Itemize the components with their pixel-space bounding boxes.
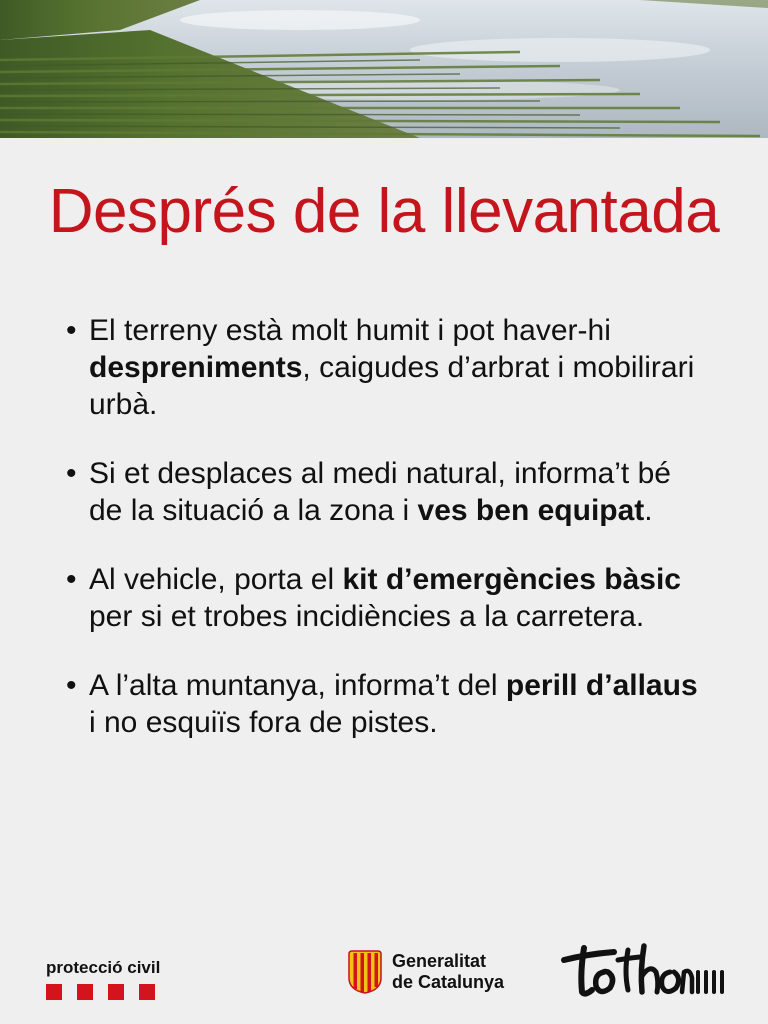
tothom-logo	[558, 938, 730, 1013]
footer	[0, 930, 768, 1024]
item-bold-text: kit d’emergències bàsic	[342, 563, 681, 596]
hero-image	[0, 0, 768, 138]
list-item	[66, 667, 706, 741]
red-square	[139, 984, 155, 1000]
item-text: , caigudes d’arbrat i mobilirari urbà.	[89, 351, 695, 421]
item-text: Si et desplaces al medi natural, informa’t bé de la situació a la zona i	[89, 457, 671, 527]
generalitat-wordmark	[392, 951, 504, 993]
bullet: •	[66, 563, 77, 596]
item-text: A l’alta muntanya, informa’t del	[89, 669, 506, 702]
item-text: Al vehicle, porta el	[89, 563, 343, 596]
bullet: •	[66, 314, 77, 347]
item-bold-text: ves ben equipat	[417, 494, 645, 527]
proteccio-civil-logo	[46, 958, 160, 1000]
red-square	[46, 984, 62, 1000]
red-square	[77, 984, 93, 1000]
advice-list	[66, 312, 706, 773]
page-title: Després de la llevantada	[48, 177, 720, 246]
proteccio-civil-label: protecció civil	[46, 958, 161, 977]
tothom-handwritten-logo	[558, 938, 730, 1008]
item-text: per si et trobes incidiències a la carretera.	[89, 600, 645, 633]
item-text: i no esquiïs fora de pistes.	[89, 706, 438, 739]
list-item	[66, 561, 706, 635]
generalitat-logo	[347, 950, 504, 994]
list-item	[66, 455, 706, 529]
item-bold-text: perill d’allaus	[505, 669, 698, 702]
generalitat-line2: de Catalunya	[392, 972, 505, 992]
red-square	[108, 984, 124, 1000]
generalitat-line1: Generalitat	[392, 951, 487, 971]
senyera-shield-icon	[347, 950, 383, 994]
item-bold-text: despreniments	[89, 351, 303, 384]
item-text: El terreny està molt humit i pot haver-hi	[89, 314, 611, 347]
list-item	[66, 312, 706, 423]
item-text: .	[644, 494, 653, 527]
proteccio-civil-squares	[46, 984, 160, 1000]
bullet: •	[66, 669, 77, 702]
bullet: •	[66, 457, 77, 490]
